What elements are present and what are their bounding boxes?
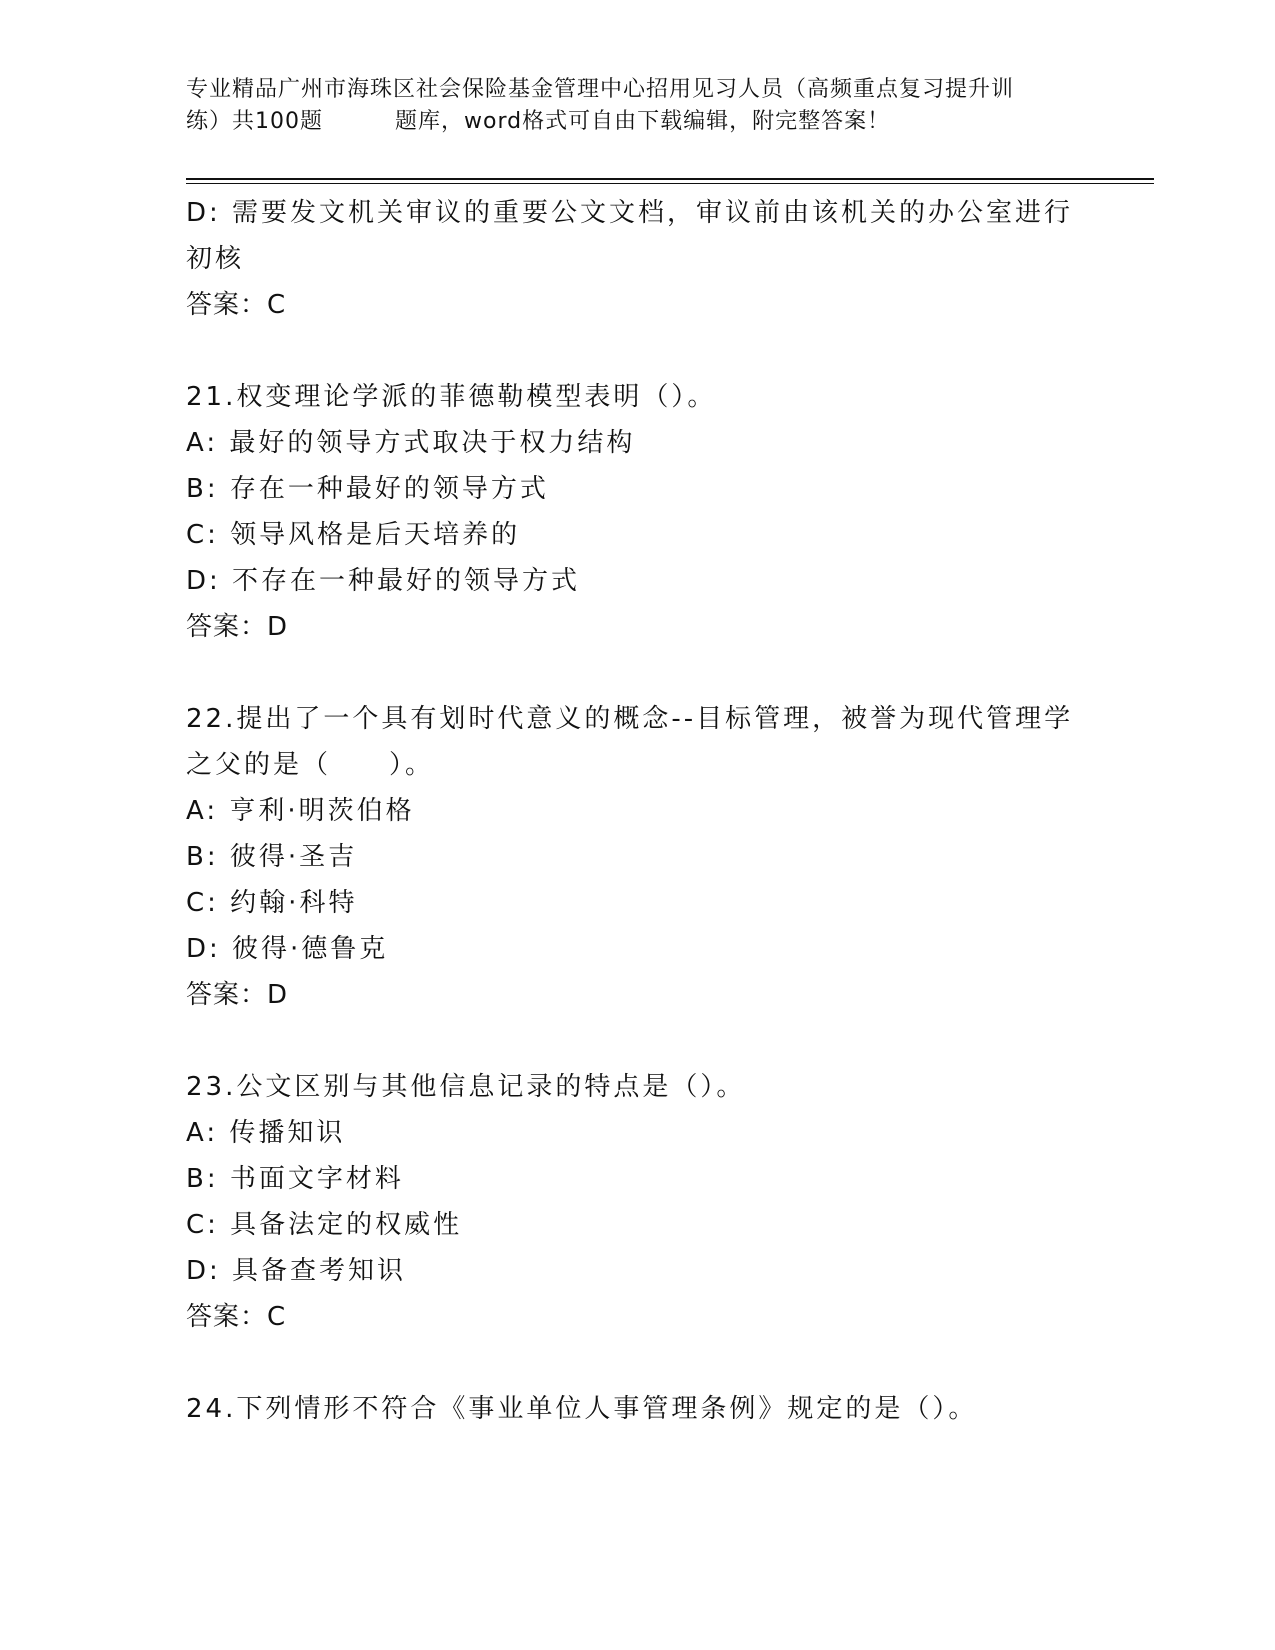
answer-value: D — [267, 980, 289, 1010]
question-stem: 21.权变理论学派的菲德勒模型表明（）。 — [186, 382, 717, 412]
answer-value: C — [267, 290, 287, 320]
option-d: D: 需要发文机关审议的重要公文文档，审议前由该机关的办公室进行 — [186, 198, 1074, 228]
option-a: A: 亨利·明茨伯格 — [186, 796, 415, 826]
header-rule-thick — [186, 178, 1154, 180]
option-c: C: 领导风格是后天培养的 — [186, 520, 521, 550]
option-d-continued: 初核 — [186, 244, 245, 274]
answer — [186, 604, 1086, 650]
option-d: D: 彼得·德鲁克 — [186, 934, 389, 964]
answer — [186, 972, 1086, 1018]
header-title-line-1: 专业精品广州市海珠区社会保险基金管理中心招用见习人员（高频重点复习提升训 — [186, 77, 1015, 102]
option-a: A: 传播知识 — [186, 1118, 346, 1148]
option-c: C: 约翰·科特 — [186, 888, 358, 918]
option-a: A: 最好的领导方式取决于权力结构 — [186, 428, 636, 458]
question-21 — [186, 374, 1086, 650]
question-stem: 23.公文区别与其他信息记录的特点是（）。 — [186, 1072, 746, 1102]
answer — [186, 282, 1086, 328]
option-c: C: 具备法定的权威性 — [186, 1210, 463, 1240]
option-b: B: 书面文字材料 — [186, 1164, 404, 1194]
header-title-line-2a: 练）共100题 — [186, 109, 323, 134]
question-stem: 24.下列情形不符合《事业单位人事管理条例》规定的是（）。 — [186, 1394, 978, 1424]
header-title-line-2b: 题库，word格式可自由下载编辑，附完整答案！ — [395, 109, 891, 134]
question-22 — [186, 696, 1086, 1018]
option-b: B: 彼得·圣吉 — [186, 842, 358, 872]
answer — [186, 1294, 1086, 1340]
carryover-question — [186, 190, 1086, 328]
question-content — [186, 190, 1086, 1478]
answer-value: D — [267, 612, 289, 642]
header-rule-thin — [186, 183, 1154, 184]
option-b: B: 存在一种最好的领导方式 — [186, 474, 549, 504]
question-24 — [186, 1386, 1086, 1432]
question-stem: 22.提出了一个具有划时代意义的概念--目标管理，被誉为现代管理学 — [186, 704, 1074, 734]
answer-label: 答案： — [186, 612, 268, 642]
answer-label: 答案： — [186, 980, 268, 1010]
question-stem-continued: 之父的是（ ）。 — [186, 750, 435, 780]
answer-label: 答案： — [186, 1302, 268, 1332]
page-header — [186, 74, 1086, 138]
answer-label: 答案： — [186, 290, 268, 320]
option-d: D: 具备查考知识 — [186, 1256, 407, 1286]
answer-value: C — [267, 1302, 287, 1332]
option-d: D: 不存在一种最好的领导方式 — [186, 566, 581, 596]
question-23 — [186, 1064, 1086, 1340]
header-title-line-2 — [186, 106, 1086, 138]
